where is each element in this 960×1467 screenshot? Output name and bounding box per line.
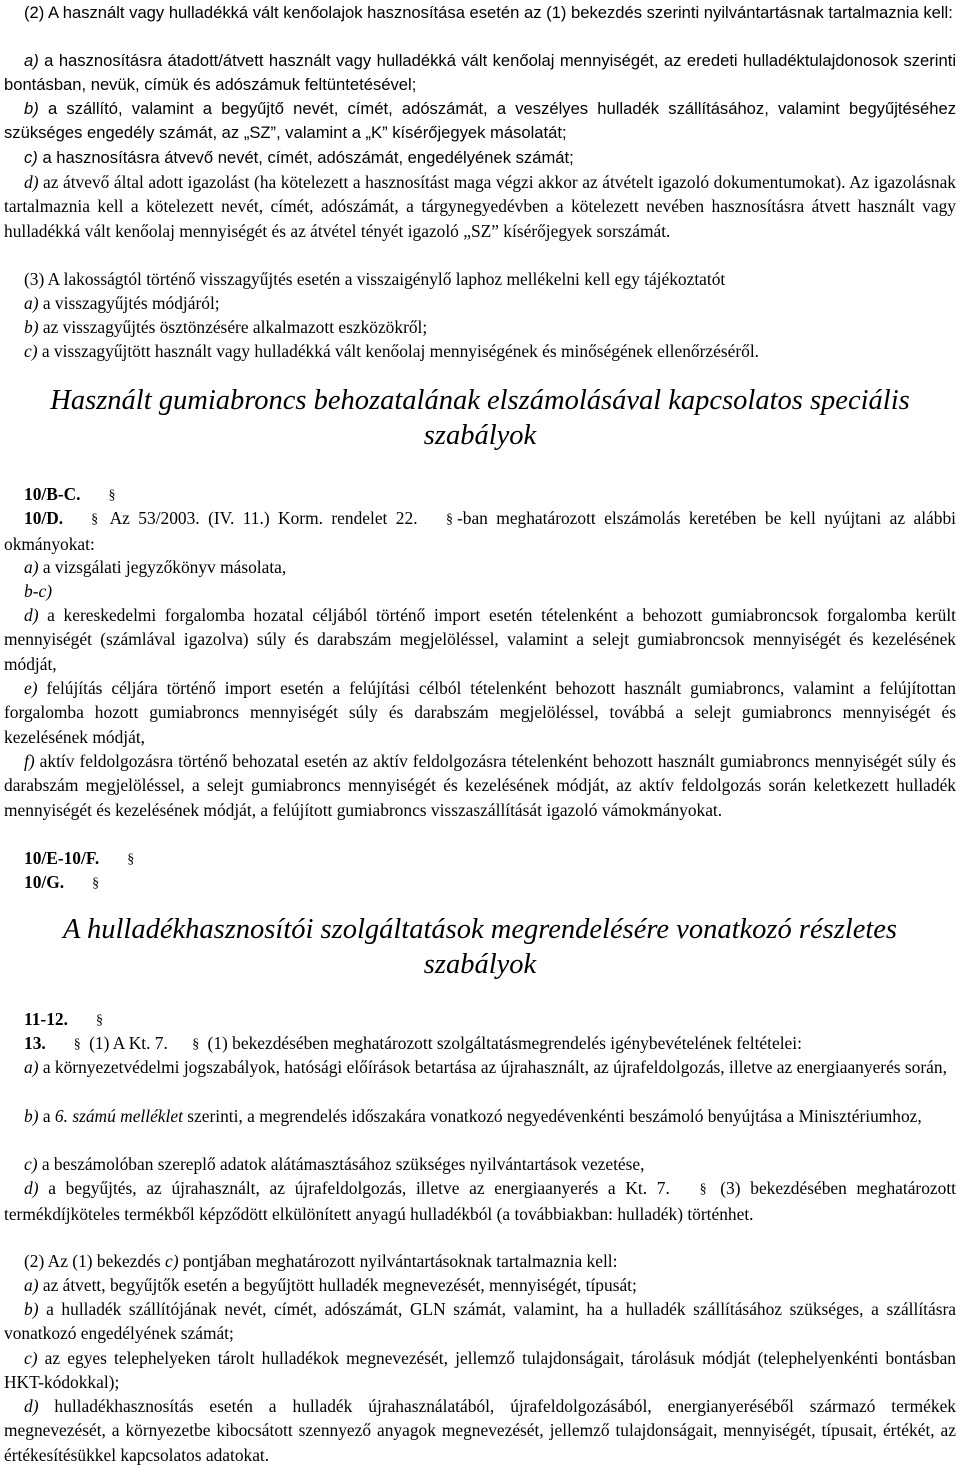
section-10d-item-a: a) a vizsgálati jegyzőkönyv másolata, — [24, 557, 287, 577]
section-13-item-a: a) a környezetvédelmi jogszabályok, hatósági előírások betartása az újrahasznált, az újrafeldolgozás, illetve az energiaanyerés során, — [24, 1057, 947, 1077]
section-heading-tire-import: Használt gumiabroncs behozatalának elszámolásával kapcsolatos speciális szabályok — [50, 385, 910, 451]
section-10bc: 10/B-C. § — [4, 482, 956, 508]
paragraph-3-intro: (3) A lakosságtól történő visszagyűjtés esetén a visszaigénylő laphoz mellékelni kell egy tájékoztatót — [24, 269, 726, 289]
list-item-a: a) a hasznosításra átadott/átvett használt vagy hulladékká vált kenőolaj mennyiségét, az eredeti hulladéktulajdonosok szerinti bontásban, nevük, címük és adószámuk feltüntetésével; — [4, 51, 956, 95]
section-10d-item-bc: b-c) — [24, 581, 52, 601]
section-sign-icon: § — [445, 512, 453, 527]
section-13-2-item-c: c) az egyes telephelyeken tárolt hulladékok megnevezését, jellemző tulajdonságait, tárolásuk módját (telephelyenkénti bontásban HKT-kódokkal); — [4, 1348, 956, 1393]
section-13-2-item-a: a) az átvett, begyűjtők esetén a begyűjtött hulladék megnevezését, mennyiségét, típusát; — [24, 1275, 637, 1295]
section-10d: 10/D. § Az 53/2003. (IV. 11.) Korm. rendelet 22. § -ban meghatározott elszámolás keretében be kell nyújtani az alábbi okmányokat: — [4, 508, 956, 555]
section-sign-icon: § — [192, 1037, 200, 1052]
section-sign-icon: § — [127, 852, 135, 867]
section-10d-item-d: d) a kereskedelmi forgalomba hozatal céljából történő import esetén tételenként a behozott gumiabroncsok forgalomba került mennyiségét (számlával igazolva) súly és darabszám megjelöléssel, valamint a selejt gumiabroncsok mennyiségét és kezelésének módját, — [4, 605, 956, 674]
section-sign-icon: § — [699, 1182, 707, 1197]
section-10e-10f: 10/E-10/F. § — [4, 846, 956, 872]
list-item-c: c) a hasznosításra átvevő nevét, címét, adószámát, engedélyének számát; — [24, 148, 574, 167]
section-13-2-item-d: d) hulladékhasznosítás esetén a hulladék újrahasználatából, újrafeldolgozásából, energianyeréséből származó termékek megnevezését, a környezetbe kibocsátott szennyező anyagok megnevezését, jellemző tulajdonságait, mennyiségét, típusait, értékét, az értékesítésükkel kapcsolatos adatokat. — [4, 1396, 956, 1465]
section-10d-item-e: e) felújítás céljára történő import esetén a felújítási célból tételenként behozott használt gumiabroncs, valamint a felújítottan forgalomba hozott gumiabroncs mennyiségét súly és darabszám megjelöléssel, továbbá a selejt gumiabroncs mennyiségét és kezelésének módját, — [4, 678, 956, 747]
section-sign-icon: § — [108, 488, 116, 503]
section-13-item-b: b) a 6. számú melléklet szerinti, a megrendelés időszakára vonatkozó negyedévenkénti beszámoló benyújtása a Minisztériumhoz, — [24, 1106, 922, 1126]
section-11-12: 11-12. § — [4, 1007, 956, 1033]
section-13-2-item-b: b) a hulladék szállítójának nevét, címét, adószámát, GLN számát, valamint, ha a hulladék szállításához szükséges, a szállításra vonatkozó engedélyének számát; — [4, 1299, 956, 1344]
paragraph-2-intro: (2) A használt vagy hulladékká vált kenőolajok hasznosítása esetén az (1) bekezdés szerinti nyilvántartásnak tartalmaznia kell: — [24, 3, 953, 22]
section-sign-icon: § — [92, 876, 100, 891]
section-13-item-d: d) a begyűjtés, az újrahasznált, az újrafeldolgozás, illetve az energiaanyerés a Kt. 7. § (3) bekezdésében meghatározott termékdíjköteles termékből képződött elkülönített anyagú hulladékból (a továbbiakban: hulladék) történhet. — [4, 1178, 956, 1225]
section-heading-waste-recovery: A hulladékhasznosítói szolgáltatások megrendelésére vonatkozó részletes szabályok — [62, 914, 898, 980]
section-13: 13. § (1) A Kt. 7. § (1) bekezdésében meghatározott szolgáltatásmegrendelés igénybevételének feltételei: — [4, 1031, 956, 1057]
list-item-b: b) a szállító, valamint a begyűjtő nevét, címét, adószámát, a veszélyes hulladék szállításához, valamint begyűjtéséhez szükséges engedély számát, az „SZ”, valamint a „K” kísérőjegyek másolatát; — [4, 99, 956, 143]
section-10g: 10/G. § — [4, 870, 956, 896]
section-13-paragraph-2: (2) Az (1) bekezdés c) pontjában meghatározott nyilvántartásoknak tartalmaznia kell: — [24, 1251, 618, 1271]
section-13-item-c: c) a beszámolóban szereplő adatok alátámasztásához szükséges nyilvántartások vezetése, — [24, 1154, 645, 1174]
list-item-d: d) az átvevő által adott igazolást (ha kötelezett a hasznosítást maga végzi akkor az átvételt igazoló dokumentumokat). Az igazolásnak tartalmaznia kell a kötelezett nevét, címét, adószámát, a tárgynegyedévben a kötelezett nevében hasznosításra átvett használt vagy hulladékká vált kenőolaj mennyiségét és az átvétel tényét igazoló „SZ” kísérőjegyek sorszámát. — [4, 172, 956, 241]
section-10d-item-f: f) aktív feldolgozásra történő behozatal esetén az aktív feldolgozásra tételenként behozott használt gumiabroncs mennyiségét súly és darabszám megjelöléssel, a selejt gumiabroncs mennyiségét és kezelésének módját, az aktív feldolgozás során keletkezett hulladék mennyiségét és kezelésének módját, a felújított gumiabroncs visszaszállítását igazoló vámokmányokat. — [4, 751, 956, 820]
paragraph-3-item-c: c) a visszagyűjtött használt vagy hulladékká vált kenőolaj mennyiségének és minőségének ellenőrzéséről. — [24, 341, 759, 361]
section-sign-icon: § — [91, 512, 99, 527]
paragraph-3-item-a: a) a visszagyűjtés módjáról; — [24, 293, 220, 313]
section-sign-icon: § — [95, 1013, 103, 1028]
section-sign-icon: § — [73, 1037, 81, 1052]
paragraph-3-item-b: b) az visszagyűjtés ösztönzésére alkalmazott eszközökről; — [24, 317, 428, 337]
